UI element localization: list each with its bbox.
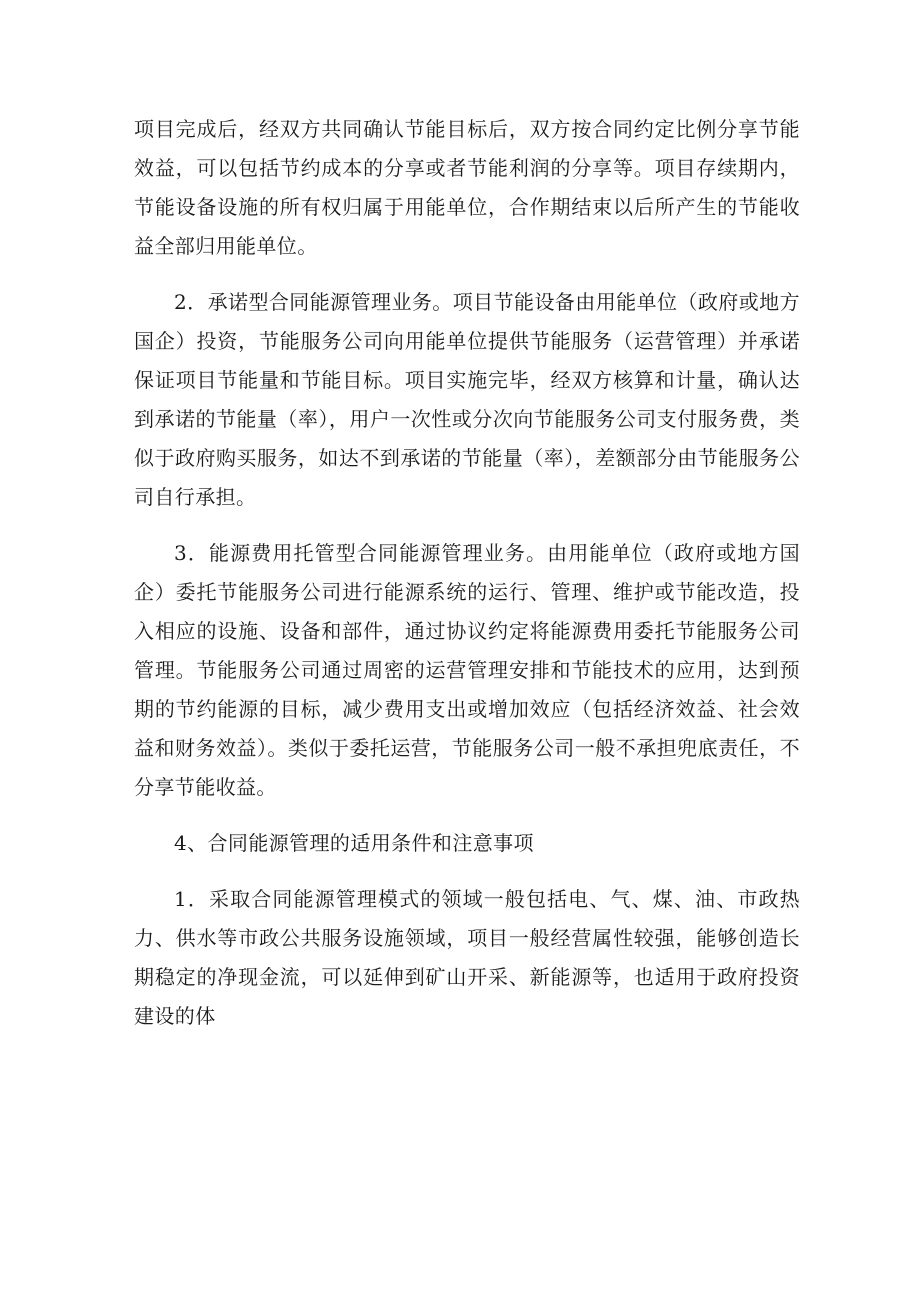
body-paragraph-3: 3．能源费用托管型合同能源管理业务。由用能单位（政府或地方国企）委托节能服务公司进行能源系统的运行、管理、维护或节能改造，投入相应的设施、设备和部件，通过协议约定将能源费用委托节能服务公司管理。节能服务公司通过周密的运营管理安排和节能技术的应用，达到预期的节约能源的目标，减少费用支出或增加效应（包括经济效益、社会效益和财务效益）。类似于委托运营，节能服务公司一般不承担兜底责任，不分享节能收益。 xyxy=(134,541,800,799)
body-paragraph-1: 项目完成后，经双方共同确认节能目标后，双方按合同约定比例分享节能效益，可以包括节约成本的分享或者节能利润的分享等。项目存续期内，节能设备设施的所有权归属于用能单位，合作期结束以后所产生的节能收益全部归用能单位。 xyxy=(134,117,800,258)
body-paragraph-4: 1．采取合同能源管理模式的领域一般包括电、气、煤、油、市政热力、供水等市政公共服务设施领域，项目一般经营属性较强，能够创造长期稳定的净现金流，可以延伸到矿山开采、新能源等，也适用于政府投资建设的体 xyxy=(134,887,800,1028)
body-paragraph-2: 2．承诺型合同能源管理业务。项目节能设备由用能单位（政府或地方国企）投资，节能服务公司向用能单位提供节能服务（运营管理）并承诺保证项目节能量和节能目标。项目实施完毕，经双方核算和计量，确认达到承诺的节能量（率），用户一次性或分次向节能服务公司支付服务费，类似于政府购买服务，如达不到承诺的节能量（率），差额部分由节能服务公司自行承担。 xyxy=(134,290,800,509)
section-heading: 4、合同能源管理的适用条件和注意事项 xyxy=(174,831,534,855)
